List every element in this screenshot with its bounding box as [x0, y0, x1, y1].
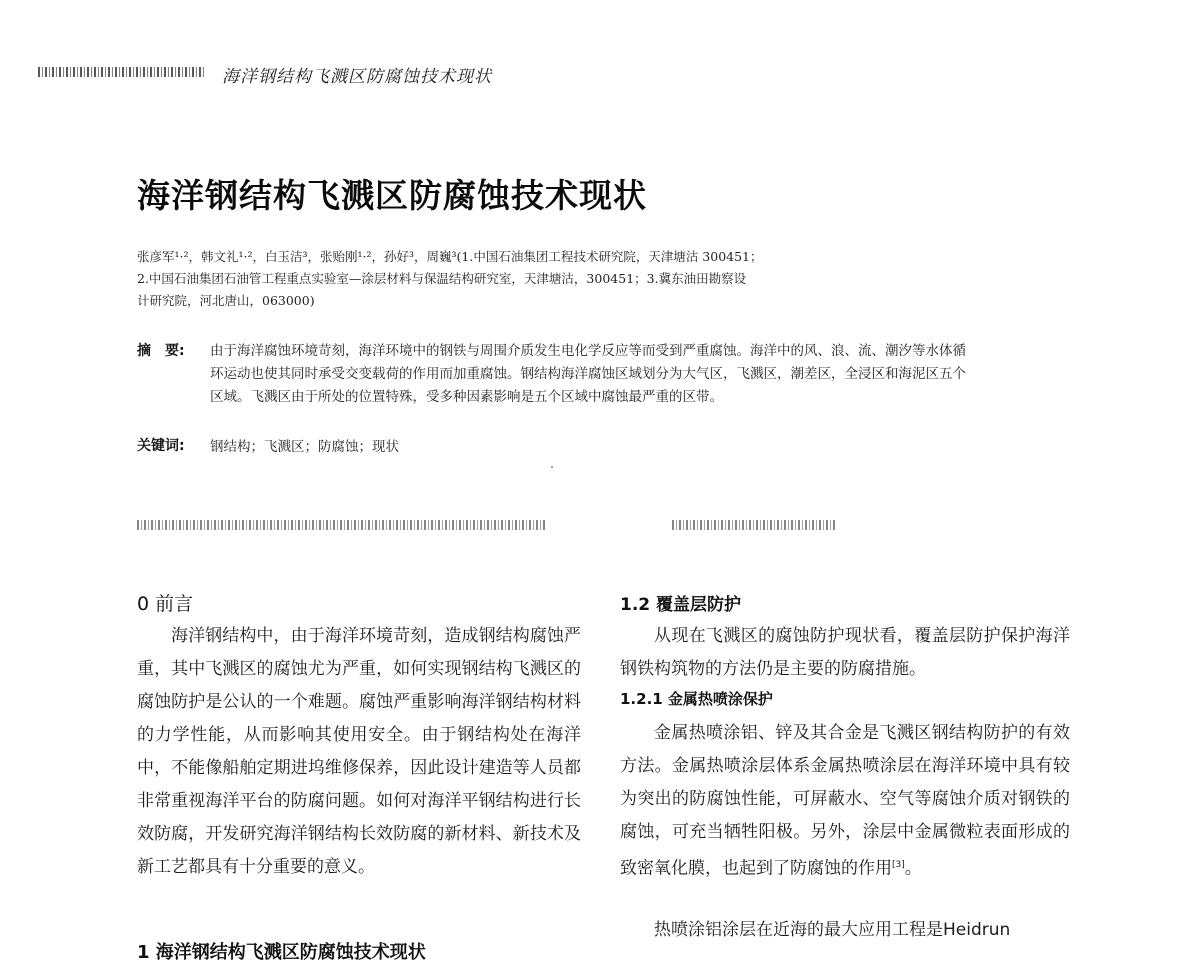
section-1-2-1-heading: 1.2.1 金属热喷涂保护 — [620, 690, 773, 708]
section-1-2-1-paragraph — [620, 717, 1070, 886]
abstract-label: 摘 要: — [137, 343, 185, 359]
section-1-heading: 1 海洋钢结构飞溅区防腐蚀技术现状 — [137, 942, 426, 963]
citation-marker: [3] — [892, 860, 905, 870]
keywords-label: 关键词: — [137, 438, 185, 454]
section-0-paragraph: 海洋钢结构中，由于海洋环境苛刻，造成钢结构腐蚀严重，其中飞溅区的腐蚀尤为严重，如何实现钢结构飞溅区的腐蚀防护是公认的一个难题。腐蚀严重影响海洋钢结构材料的力学性能，从而影响其使用安全。由于钢结构处在海洋中，不能像船舶定期进坞维修保养，因此设计建造等人员都非常重视海洋平台的防腐问题。如何对海洋平钢结构进行长效防腐，开发研究海洋钢结构长效防腐的新材料、新技术及新工艺都具有十分重要的意义。 — [137, 626, 581, 877]
running-title: 海洋钢结构飞溅区防腐蚀技术现状 — [222, 67, 492, 87]
article-title: 海洋钢结构飞溅区防腐蚀技术现状 — [137, 176, 647, 215]
header-scan-noise — [38, 67, 204, 77]
sentence-end: 。 — [904, 858, 922, 879]
section-1-2-1-text: 金属热喷涂铝、锌及其合金是飞溅区钢结构防护的有效方法。金属热喷涂层体系金属热喷涂层在海洋环境中具有较为突出的防腐蚀性能，可屏蔽水、空气等腐蚀介质对钢铁的腐蚀，可充当牺牲阳极。另外，涂层中金属微粒表面形成的致密氧化膜，也起到了防腐蚀的作用 — [620, 723, 1070, 879]
authors-line-2: 2.中国石油集团石油管工程重点实验室—涂层材料与保温结构研究室，天津塘沽，300451；3.冀东油田勘察设 — [137, 271, 747, 286]
classification-scan-noise-left — [137, 520, 545, 530]
section-1-2-heading: 1.2 覆盖层防护 — [620, 595, 742, 615]
authors-line-3: 计研究院，河北唐山，063000) — [137, 293, 315, 308]
keywords-text: 钢结构；飞溅区；防腐蚀；现状 — [210, 439, 399, 455]
abstract-text: 由于海洋腐蚀环境苛刻，海洋环境中的钢铁与周围介质发生电化学反应等而受到严重腐蚀。海洋中的风、浪、流、潮汐等水体循环运动也使其同时承受交变载荷的作用而加重腐蚀。钢结构海洋腐蚀区域划分为大气区，飞溅区，潮差区，全浸区和海泥区五个区域。飞溅区由于所处的位置特殊，受多种因素影响是五个区域中腐蚀最严重的区带。 — [210, 343, 966, 405]
author-affiliations — [137, 246, 967, 312]
classification-scan-noise-right — [672, 520, 837, 530]
section-1-2-paragraph: 从现在飞溅区的腐蚀防护现状看，覆盖层防护保护海洋钢铁构筑物的方法仍是主要的防腐措施。 — [620, 626, 1070, 679]
next-paragraph: 热喷涂铝涂层在近海的最大应用工程是Heidrun — [654, 920, 1011, 940]
scan-speck — [551, 466, 553, 468]
section-0-heading: 0 前言 — [137, 593, 194, 615]
authors-line-1: 张彦军¹·²，韩文礼¹·²，白玉洁³，张贻刚¹·²，孙好³，周巍³(1.中国石油集团工程技术研究院，天津塘沽 300451； — [137, 249, 763, 264]
